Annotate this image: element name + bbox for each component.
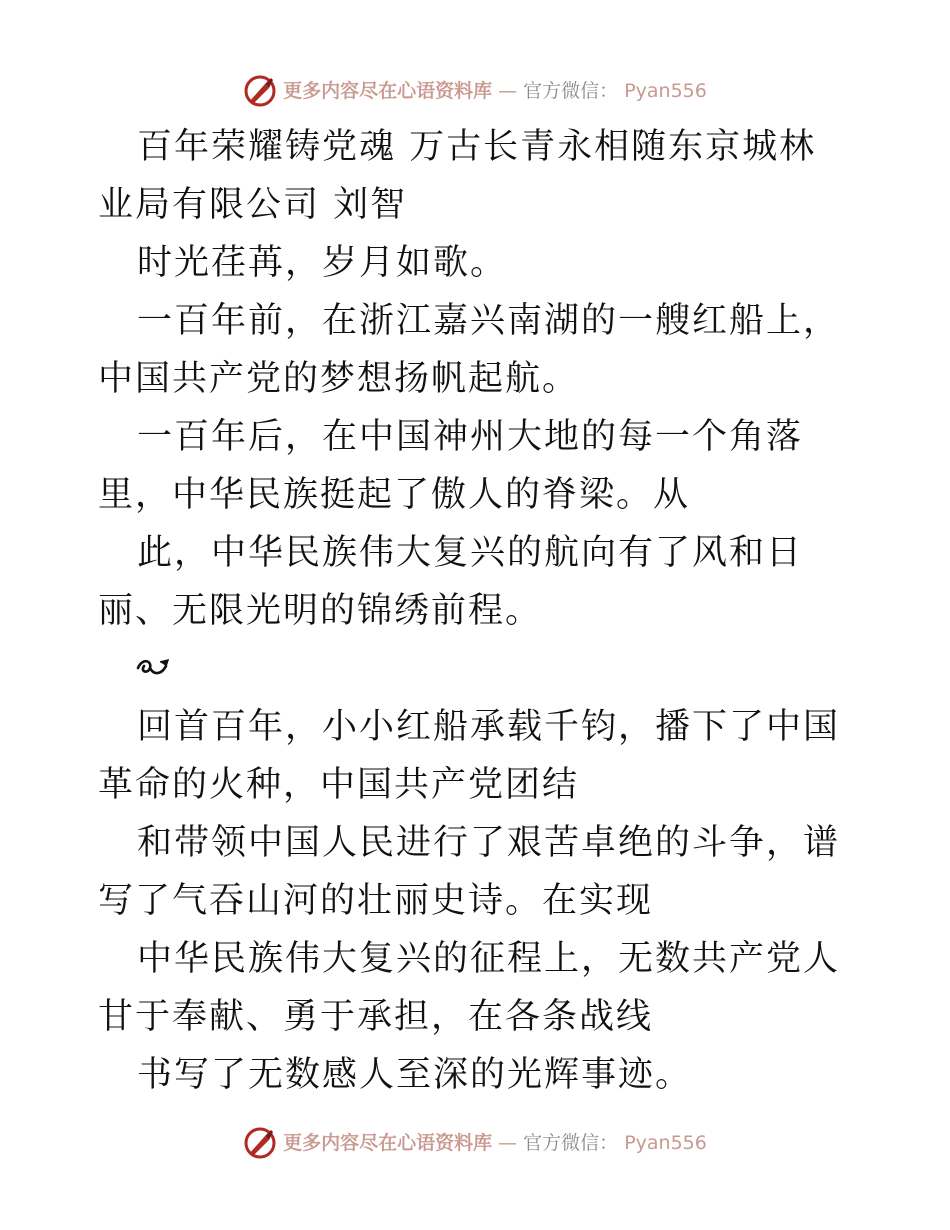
paragraph: 一百年后，在中国神州大地的每一个角落里，中华民族挺起了傲人的脊梁。从 [98, 417, 804, 515]
banner-wechat-label: 官方微信： [523, 80, 619, 102]
article-body [98, 118, 850, 1104]
footer-banner [0, 1126, 950, 1160]
banner-wechat-id: Pyan556 [624, 80, 707, 102]
paragraph: 回首百年，小小红船承载千钧，播下了中国革命的火种，中国共产党团结 [98, 707, 841, 805]
banner-main-text: 更多内容尽在心语资料库 [283, 1132, 493, 1154]
article-title-line: 百年荣耀铸党魂 万古长青永相随东京城林业局有限公司 刘智 [98, 127, 817, 225]
paragraph: 书写了无数感人至深的光辉事迹。 [137, 1055, 693, 1095]
paragraph: 中华民族伟大复兴的征程上，无数共产党人甘于奉献、勇于承担，在各条战线 [98, 939, 841, 1037]
banner-wechat-label: 官方微信： [523, 1132, 619, 1154]
banner-separator: — [498, 1132, 518, 1154]
header-banner [0, 74, 950, 108]
paragraph: 一百年前，在浙江嘉兴南湖的一艘红船上，中国共产党的梦想扬帆起航。 [98, 301, 841, 399]
banner-main-text: 更多内容尽在心语资料库 [283, 80, 493, 102]
banner-separator: — [498, 80, 518, 102]
paragraph: 此，中华民族伟大复兴的航向有了风和日丽、无限光明的锦绣前程。 [98, 533, 804, 631]
banner-wechat-id: Pyan556 [624, 1132, 707, 1154]
paragraph: 和带领中国人民进行了艰苦卓绝的斗争，谱写了气吞山河的壮丽史诗。在实现 [98, 823, 841, 921]
section-divider [98, 640, 850, 698]
pen-nib-logo-icon [243, 74, 277, 108]
scroll-flourish-icon [136, 656, 170, 682]
pen-nib-logo-icon [243, 1126, 277, 1160]
paragraph: 时光荏苒，岁月如歌。 [137, 243, 508, 283]
